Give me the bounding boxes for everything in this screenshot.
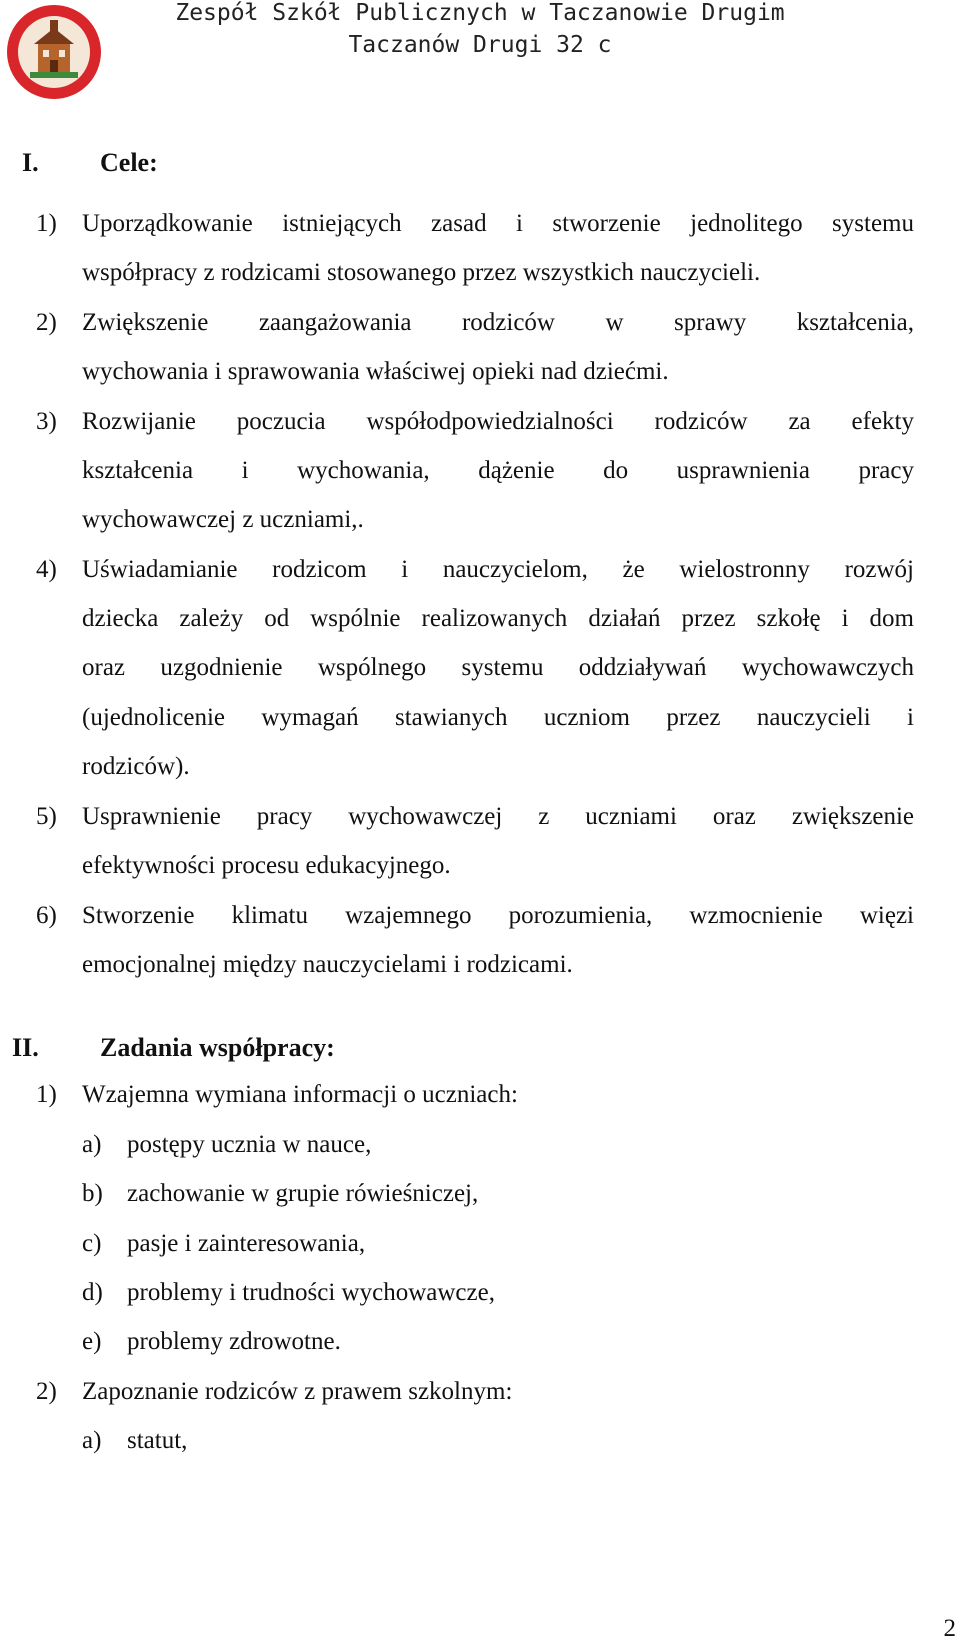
list-item-line: kształcenia i wychowania, dążenie do usprawnienia pracy bbox=[82, 457, 914, 484]
list-item-line: emocjonalnej między nauczycielami i rodzicami. bbox=[82, 951, 573, 978]
list-item-line: Uświadamianie rodzicom i nauczycielom, że wielostronny rozwój bbox=[82, 556, 914, 583]
page-header bbox=[0, 0, 960, 100]
sub-item-line: problemy i trudności wychowawcze, bbox=[127, 1279, 495, 1306]
list-item-number: 5) bbox=[36, 803, 57, 830]
list-item-line: rodziców). bbox=[82, 753, 190, 780]
sub-item-letter: b) bbox=[82, 1180, 103, 1207]
sub-item-letter: a) bbox=[82, 1427, 102, 1454]
list-item-number: 2) bbox=[36, 309, 57, 336]
sub-item-line: problemy zdrowotne. bbox=[127, 1328, 341, 1355]
school-address: Taczanów Drugi 32 c bbox=[348, 32, 612, 58]
sub-item-letter: a) bbox=[82, 1131, 102, 1158]
list-item-number: 4) bbox=[36, 556, 57, 583]
sub-item-line: postępy ucznia w nauce, bbox=[127, 1131, 372, 1158]
list-item-line: Zwiększenie zaangażowania rodziców w sprawy kształcenia, bbox=[82, 309, 914, 336]
list-item-line: współpracy z rodzicami stosowanego przez wszystkich nauczycieli. bbox=[82, 259, 761, 286]
list-item-number: 2) bbox=[36, 1378, 57, 1405]
list-item-number: 3) bbox=[36, 408, 57, 435]
list-item-line: Uporządkowanie istniejących zasad i stworzenie jednolitego systemu bbox=[82, 210, 914, 237]
list-item-line: Zapoznanie rodziców z prawem szkolnym: bbox=[82, 1378, 513, 1405]
list-item-line: Rozwijanie poczucia współodpowiedzialności rodziców za efekty bbox=[82, 408, 914, 435]
sub-item-letter: e) bbox=[82, 1328, 102, 1355]
list-item-line: dziecka zależy od wspólnie realizowanych działań przez szkołę i dom bbox=[82, 605, 914, 632]
section-title: Zadania współpracy: bbox=[100, 1033, 335, 1062]
sub-item-line: statut, bbox=[127, 1427, 188, 1454]
sub-item-line: pasje i zainteresowania, bbox=[127, 1230, 366, 1257]
list-item-line: wychowania i sprawowania właściwej opieki nad dziećmi. bbox=[82, 358, 669, 385]
section-title: Cele: bbox=[100, 148, 158, 177]
list-item-line: efektywności procesu edukacyjnego. bbox=[82, 852, 451, 879]
list-item-line: Stworzenie klimatu wzajemnego porozumienia, wzmocnienie więzi bbox=[82, 902, 914, 929]
section-number: II. bbox=[12, 1033, 39, 1062]
list-item-number: 6) bbox=[36, 902, 57, 929]
list-item-line: Wzajemna wymiana informacji o uczniach: bbox=[82, 1081, 518, 1108]
page-number: 2 bbox=[943, 1615, 956, 1642]
section-number: I. bbox=[22, 148, 39, 177]
list-item-line: (ujednolicenie wymagań stawianych uczniom przez nauczycieli i bbox=[82, 704, 914, 731]
sub-item-line: zachowanie w grupie rówieśniczej, bbox=[127, 1180, 479, 1207]
list-item-number: 1) bbox=[36, 1081, 57, 1108]
school-name: Zespół Szkół Publicznych w Taczanowie Drugim bbox=[175, 0, 785, 26]
list-item-number: 1) bbox=[36, 210, 57, 237]
list-item-line: oraz uzgodnienie wspólnego systemu oddziaływań wychowawczych bbox=[82, 654, 914, 681]
sub-item-letter: d) bbox=[82, 1279, 103, 1306]
list-item-line: wychowawczej z uczniami,. bbox=[82, 506, 364, 533]
sub-item-letter: c) bbox=[82, 1230, 102, 1257]
list-item-line: Usprawnienie pracy wychowawczej z uczniami oraz zwiększenie bbox=[82, 803, 914, 830]
